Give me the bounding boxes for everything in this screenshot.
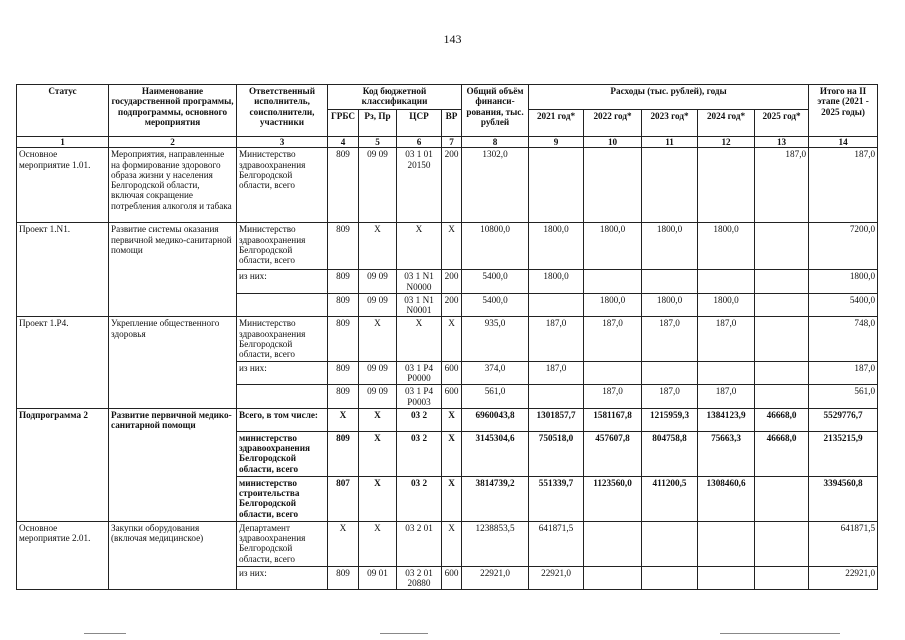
table-row-subprogram-2 — [17, 408, 878, 431]
y2025-cell — [755, 293, 809, 317]
rzpr-cell: 09 09 — [359, 148, 397, 223]
header-budget-code: Код бюджетной классификации — [328, 85, 462, 110]
vr-cell: 200 — [442, 270, 462, 294]
y2021-cell — [529, 293, 584, 317]
name-cell: Развитие системы оказания первичной медико-санитарной помощи — [109, 223, 237, 317]
header-csr: ЦСР — [397, 110, 442, 137]
total-cell: 5400,0 — [462, 270, 529, 294]
header-year-2023: 2023 год* — [642, 110, 698, 137]
y2024-cell — [698, 148, 755, 223]
column-number: 14 — [809, 137, 878, 148]
csr-cell: 03 2 — [397, 476, 442, 521]
grbs-cell: 809 — [328, 270, 359, 294]
status-cell: Проект 1.P4. — [17, 317, 109, 408]
y2025-cell — [755, 361, 809, 385]
y2021-cell — [529, 385, 584, 409]
stage-total-cell: 561,0 — [809, 385, 878, 409]
status-cell: Проект 1.N1. — [17, 223, 109, 317]
column-number: 2 — [109, 137, 237, 148]
header-executor: Ответственный исполнитель, соисполнители, участники — [237, 85, 328, 137]
y2022-cell: 1123560,0 — [584, 476, 642, 521]
stage-total-cell: 5529776,7 — [809, 408, 878, 431]
header-grbs: ГРБС — [328, 110, 359, 137]
column-number: 8 — [462, 137, 529, 148]
rzpr-cell: 09 09 — [359, 293, 397, 317]
column-number: 11 — [642, 137, 698, 148]
header-expenses: Расходы (тыс. рублей), годы — [529, 85, 809, 110]
stage-total-cell: 3394560,8 — [809, 476, 878, 521]
bottom-divider — [84, 633, 126, 634]
column-number: 3 — [237, 137, 328, 148]
csr-cell: 03 1 01 20150 — [397, 148, 442, 223]
column-number: 13 — [755, 137, 809, 148]
y2022-cell — [584, 270, 642, 294]
total-cell: 22921,0 — [462, 566, 529, 590]
header-stage-total: Итого на II этапе (2021 - 2025 годы) — [809, 85, 878, 137]
y2021-cell: 187,0 — [529, 361, 584, 385]
stage-total-cell: 187,0 — [809, 148, 878, 223]
column-number: 12 — [698, 137, 755, 148]
grbs-cell: 809 — [328, 361, 359, 385]
rzpr-cell: X — [359, 431, 397, 476]
header-year-2025: 2025 год* — [755, 110, 809, 137]
y2023-cell: 187,0 — [642, 385, 698, 409]
name-cell: Развитие первичной медико-санитарной помощи — [109, 408, 237, 521]
executor-cell: министерство здравоохранения Белгородской области, всего — [237, 431, 328, 476]
grbs-cell: X — [328, 521, 359, 566]
y2023-cell: 1800,0 — [642, 223, 698, 270]
y2021-cell: 641871,5 — [529, 521, 584, 566]
header-year-2022: 2022 год* — [584, 110, 642, 137]
y2021-cell: 187,0 — [529, 317, 584, 361]
y2022-cell: 1581167,8 — [584, 408, 642, 431]
y2025-cell: 46668,0 — [755, 431, 809, 476]
stage-total-cell: 748,0 — [809, 317, 878, 361]
csr-cell: 03 2 — [397, 408, 442, 431]
header-year-2024: 2024 год* — [698, 110, 755, 137]
total-cell: 3814739,2 — [462, 476, 529, 521]
y2023-cell: 411200,5 — [642, 476, 698, 521]
grbs-cell: 809 — [328, 148, 359, 223]
total-cell: 374,0 — [462, 361, 529, 385]
total-cell: 5400,0 — [462, 293, 529, 317]
y2025-cell — [755, 385, 809, 409]
vr-cell: X — [442, 317, 462, 361]
rzpr-cell: X — [359, 521, 397, 566]
y2022-cell: 187,0 — [584, 317, 642, 361]
executor-cell: Департамент здравоохранения Белгородской области, всего — [237, 521, 328, 566]
rzpr-cell: X — [359, 317, 397, 361]
total-cell: 6960043,8 — [462, 408, 529, 431]
csr-cell: 03 1 N1 N0001 — [397, 293, 442, 317]
header-name: Наименование государственной программы, подпрограммы, основного мероприятия — [109, 85, 237, 137]
stage-total-cell: 7200,0 — [809, 223, 878, 270]
y2021-cell: 1800,0 — [529, 223, 584, 270]
name-cell: Закупки оборудования (включая медицинское) — [109, 521, 237, 590]
y2025-cell — [755, 317, 809, 361]
y2023-cell: 1215959,3 — [642, 408, 698, 431]
executor-cell: министерство строительства Белгородской области, всего — [237, 476, 328, 521]
y2024-cell — [698, 361, 755, 385]
y2024-cell: 1384123,9 — [698, 408, 755, 431]
y2024-cell: 1800,0 — [698, 223, 755, 270]
grbs-cell: 809 — [328, 431, 359, 476]
y2022-cell: 457607,8 — [584, 431, 642, 476]
header-total-financing: Общий объём финанси-рования, тыс. рублей — [462, 85, 529, 137]
stage-total-cell: 2135215,9 — [809, 431, 878, 476]
y2023-cell: 1800,0 — [642, 293, 698, 317]
csr-cell: X — [397, 223, 442, 270]
executor-cell: Всего, в том числе: — [237, 408, 328, 431]
bottom-divider — [720, 633, 840, 634]
y2025-cell: 46668,0 — [755, 408, 809, 431]
stage-total-cell: 187,0 — [809, 361, 878, 385]
executor-cell: Министерство здравоохранения Белгородской области, всего — [237, 148, 328, 223]
grbs-cell: 809 — [328, 223, 359, 270]
vr-cell: 600 — [442, 385, 462, 409]
y2024-cell: 1308460,6 — [698, 476, 755, 521]
total-cell: 561,0 — [462, 385, 529, 409]
csr-cell: 03 1 N1 N0000 — [397, 270, 442, 294]
column-number: 10 — [584, 137, 642, 148]
vr-cell: X — [442, 431, 462, 476]
column-number-row — [17, 137, 878, 148]
grbs-cell: 807 — [328, 476, 359, 521]
budget-table — [16, 84, 878, 590]
column-number: 1 — [17, 137, 109, 148]
rzpr-cell: 09 09 — [359, 385, 397, 409]
csr-cell: X — [397, 317, 442, 361]
y2025-cell — [755, 270, 809, 294]
y2024-cell — [698, 270, 755, 294]
vr-cell: X — [442, 476, 462, 521]
y2025-cell: 187,0 — [755, 148, 809, 223]
vr-cell: 600 — [442, 566, 462, 590]
vr-cell: X — [442, 408, 462, 431]
table-row-project-1-p4 — [17, 317, 878, 361]
status-cell: Основное мероприятие 1.01. — [17, 148, 109, 223]
total-cell: 3145304,6 — [462, 431, 529, 476]
y2022-cell — [584, 521, 642, 566]
column-number: 6 — [397, 137, 442, 148]
executor-cell — [237, 385, 328, 409]
y2022-cell: 1800,0 — [584, 293, 642, 317]
y2022-cell — [584, 148, 642, 223]
y2023-cell — [642, 148, 698, 223]
y2022-cell — [584, 361, 642, 385]
total-cell: 10800,0 — [462, 223, 529, 270]
total-cell: 935,0 — [462, 317, 529, 361]
vr-cell: X — [442, 223, 462, 270]
column-number: 9 — [529, 137, 584, 148]
vr-cell: 200 — [442, 148, 462, 223]
executor-cell: из них: — [237, 270, 328, 294]
y2024-cell: 187,0 — [698, 385, 755, 409]
status-cell: Основное мероприятие 2.01. — [17, 521, 109, 590]
rzpr-cell: X — [359, 223, 397, 270]
y2024-cell — [698, 566, 755, 590]
y2024-cell: 75663,3 — [698, 431, 755, 476]
y2022-cell: 187,0 — [584, 385, 642, 409]
column-number: 4 — [328, 137, 359, 148]
stage-total-cell: 5400,0 — [809, 293, 878, 317]
status-cell: Подпрограмма 2 — [17, 408, 109, 521]
executor-cell — [237, 293, 328, 317]
y2021-cell: 1800,0 — [529, 270, 584, 294]
y2025-cell — [755, 476, 809, 521]
y2022-cell: 1800,0 — [584, 223, 642, 270]
grbs-cell: 809 — [328, 385, 359, 409]
header-year-2021: 2021 год* — [529, 110, 584, 137]
stage-total-cell: 22921,0 — [809, 566, 878, 590]
y2023-cell — [642, 361, 698, 385]
grbs-cell: 809 — [328, 317, 359, 361]
executor-cell: Министерство здравоохранения Белгородской области, всего — [237, 223, 328, 270]
executor-cell: из них: — [237, 361, 328, 385]
header-status: Статус — [17, 85, 109, 137]
total-cell: 1302,0 — [462, 148, 529, 223]
table-row-project-1-n1 — [17, 223, 878, 270]
total-cell: 1238853,5 — [462, 521, 529, 566]
csr-cell: 03 2 01 — [397, 521, 442, 566]
grbs-cell: 809 — [328, 293, 359, 317]
name-cell: Мероприятия, направленные на формирование здорового образа жизни у населения Белгородской области, включая сокращение потребления алкоголя и табака — [109, 148, 237, 223]
header-rzpr: Рз, Пр — [359, 110, 397, 137]
executor-cell: Министерство здравоохранения Белгородской области, всего — [237, 317, 328, 361]
table-row-op-2-01 — [17, 521, 878, 566]
page-number: 143 — [443, 32, 462, 46]
stage-total-cell: 641871,5 — [809, 521, 878, 566]
y2023-cell — [642, 270, 698, 294]
csr-cell: 03 1 P4 P0000 — [397, 361, 442, 385]
y2023-cell — [642, 566, 698, 590]
csr-cell: 03 2 01 20880 — [397, 566, 442, 590]
rzpr-cell: 09 09 — [359, 361, 397, 385]
column-number: 5 — [359, 137, 397, 148]
executor-cell: из них: — [237, 566, 328, 590]
stage-total-cell: 1800,0 — [809, 270, 878, 294]
y2021-cell — [529, 148, 584, 223]
y2024-cell: 187,0 — [698, 317, 755, 361]
csr-cell: 03 2 — [397, 431, 442, 476]
y2021-cell: 551339,7 — [529, 476, 584, 521]
bottom-divider — [380, 633, 428, 634]
csr-cell: 03 1 P4 P0003 — [397, 385, 442, 409]
y2024-cell: 1800,0 — [698, 293, 755, 317]
y2021-cell: 22921,0 — [529, 566, 584, 590]
vr-cell: 600 — [442, 361, 462, 385]
rzpr-cell: X — [359, 476, 397, 521]
grbs-cell: 809 — [328, 566, 359, 590]
y2023-cell — [642, 521, 698, 566]
table-row-op-1-01 — [17, 148, 878, 223]
grbs-cell: X — [328, 408, 359, 431]
y2023-cell: 804758,8 — [642, 431, 698, 476]
header-row-1 — [17, 85, 878, 110]
rzpr-cell: 09 09 — [359, 270, 397, 294]
y2023-cell: 187,0 — [642, 317, 698, 361]
column-number: 7 — [442, 137, 462, 148]
y2024-cell — [698, 521, 755, 566]
rzpr-cell: 09 01 — [359, 566, 397, 590]
vr-cell: 200 — [442, 293, 462, 317]
y2025-cell — [755, 223, 809, 270]
header-vr: ВР — [442, 110, 462, 137]
name-cell: Укрепление общественного здоровья — [109, 317, 237, 408]
y2021-cell: 750518,0 — [529, 431, 584, 476]
vr-cell: X — [442, 521, 462, 566]
y2025-cell — [755, 566, 809, 590]
y2022-cell — [584, 566, 642, 590]
y2021-cell: 1301857,7 — [529, 408, 584, 431]
y2025-cell — [755, 521, 809, 566]
rzpr-cell: X — [359, 408, 397, 431]
